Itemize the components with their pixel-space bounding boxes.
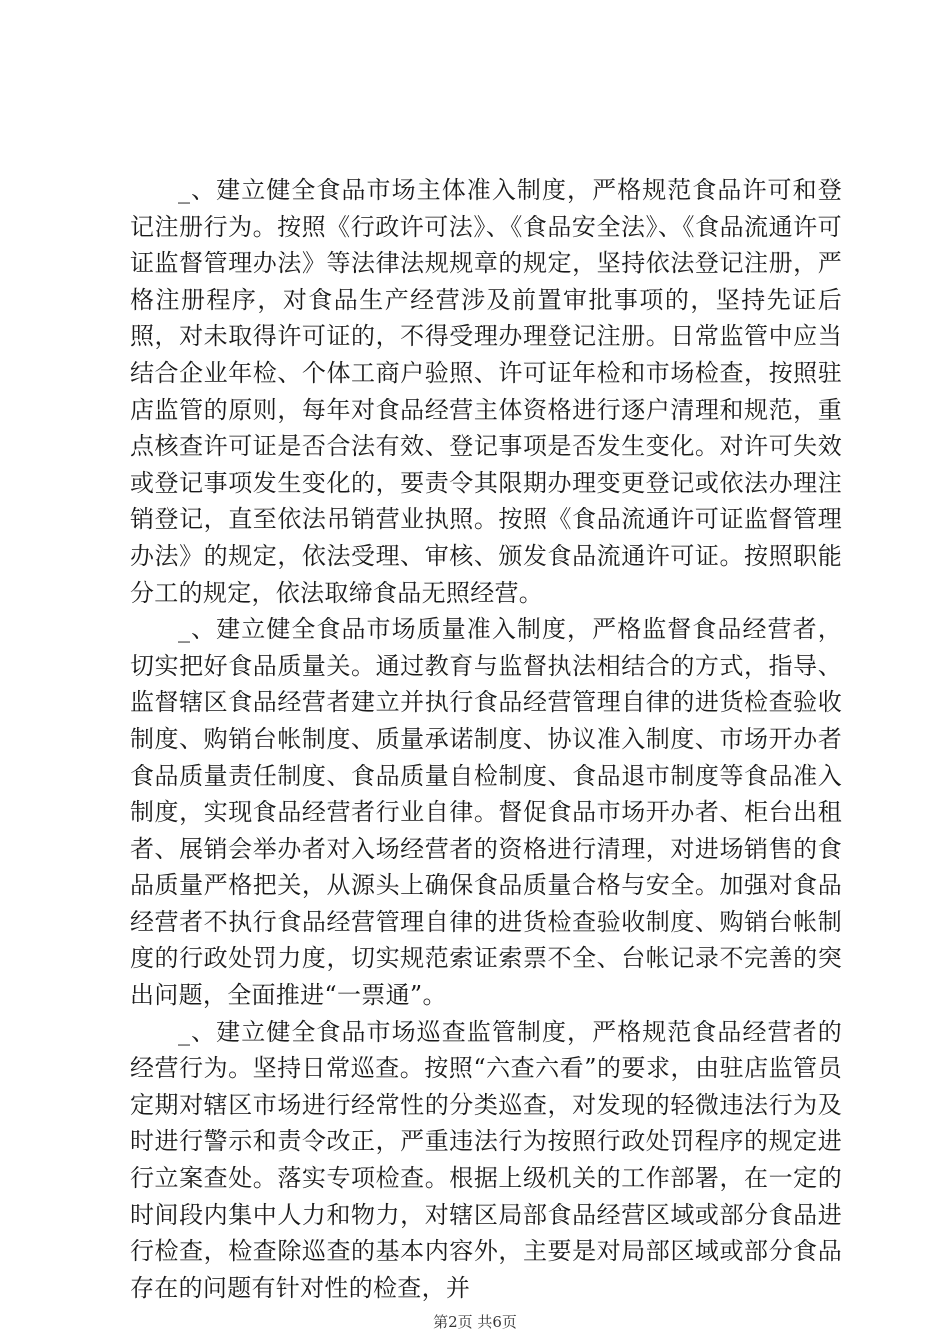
document-body	[130, 172, 842, 1306]
paragraph-quality-access: _、建立健全食品市场质量准入制度，严格监督食品经营者，切实把好食品质量关。通过教育与监督执法相结合的方式，指导、监督辖区食品经营者建立并执行食品经营管理自律的进货检查验收制度、购销台帐制度、质量承诺制度、协议准入制度、市场开办者食品质量责任制度、食品质量自检制度、食品退市制度等食品准入制度，实现食品经营者行业自律。督促食品市场开办者、柜台出租者、展销会举办者对入场经营者的资格进行清理，对进场销售的食品质量严格把关，从源头上确保食品质量合格与安全。加强对食品经营者不执行食品经营管理自律的进货检查验收制度、购销台帐制度的行政处罚力度，切实规范索证索票不全、台帐记录不完善的突出问题，全面推进“一票通”。	[130, 615, 842, 1010]
page-number-footer: 第2页 共6页	[433, 1313, 517, 1331]
paragraph-market-entity-access: _、建立健全食品市场主体准入制度，严格规范食品许可和登记注册行为。按照《行政许可法》、《食品安全法》、《食品流通许可证监督管理办法》等法律法规规章的规定，坚持依法登记注册，严格注册程序，对食品生产经营涉及前置审批事项的，坚持先证后照，对未取得许可证的，不得受理办理登记注册。日常监管中应当结合企业年检、个体工商户验照、许可证年检和市场检查，按照驻店监管的原则，每年对食品经营主体资格进行逐户清理和规范，重点核查许可证是否合法有效、登记事项是否发生变化。对许可失效或登记事项发生变化的，要责令其限期办理变更登记或依法办理注销登记，直至依法吊销营业执照。按照《食品流通许可证监督管理办法》的规定，依法受理、审核、颁发食品流通许可证。按照职能分工的规定，依法取缔食品无照经营。	[130, 176, 842, 607]
paragraph-inspection-supervision: _、建立健全食品市场巡查监管制度，严格规范食品经营者的经营行为。坚持日常巡查。按照“六查六看”的要求，由驻店监管员定期对辖区市场进行经常性的分类巡查，对发现的轻微违法行为及时进行警示和责令改正，严重违法行为按照行政处罚程序的规定进行立案查处。落实专项检查。根据上级机关的工作部署，在一定的时间段内集中人力和物力，对辖区局部食品经营区域或部分食品进行检查，检查除巡查的基本内容外，主要是对局部区域或部分食品存在的问题有针对性的检查，并	[130, 1017, 842, 1302]
